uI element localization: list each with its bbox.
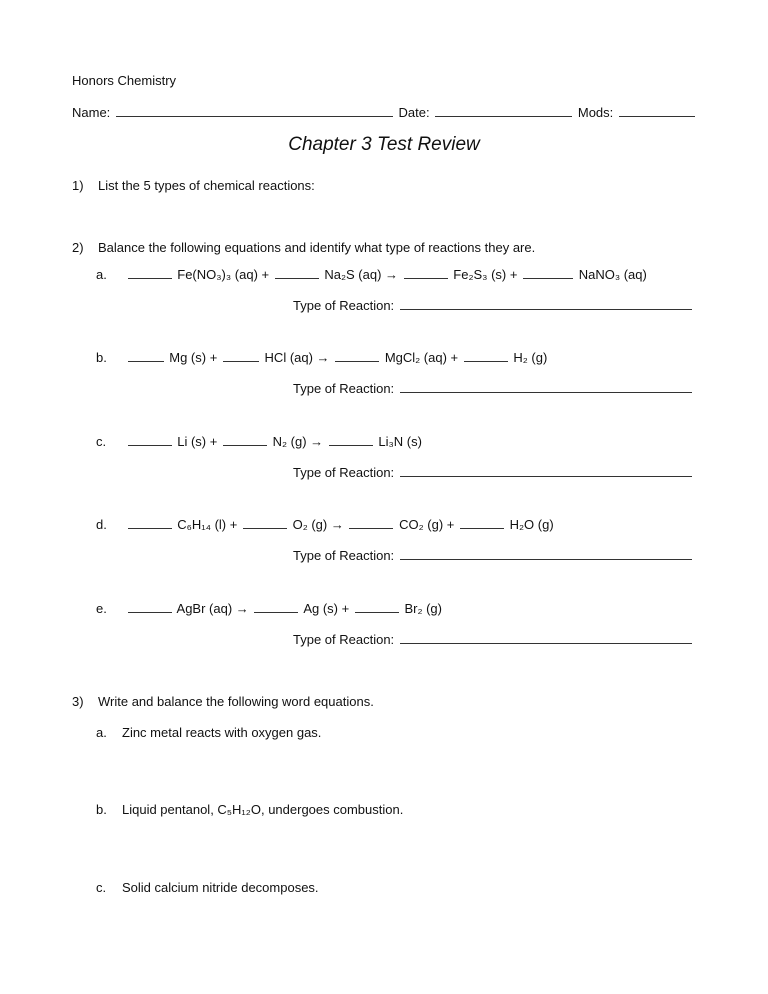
coefficient-blank[interactable] [329,433,373,446]
coefficient-blank[interactable] [464,349,508,362]
reaction-type-field[interactable] [400,464,692,477]
mods-label: Mods: [577,105,614,120]
type-of-reaction-a: Type of Reaction: [293,297,694,313]
equation-d: d. C₆H₁₄ (l) + O₂ (g) → CO₂ (g) + H₂O (g) [96,517,554,532]
coefficient-blank[interactable] [355,600,399,613]
word-equation-a: a. Zinc metal reacts with oxygen gas. [96,725,322,740]
word-equation-b: b. Liquid pentanol, C₅H₁₂O, undergoes combustion. [96,802,404,817]
coefficient-blank[interactable] [335,349,379,362]
coefficient-blank[interactable] [243,516,287,529]
equation-b: b. Mg (s) + HCl (aq) → MgCl₂ (aq) + H₂ (g) [96,350,548,365]
coefficient-blank[interactable] [128,600,172,613]
question-1: 1) List the 5 types of chemical reactions: [72,178,315,193]
reaction-type-field[interactable] [400,380,692,393]
question-2: 2) Balance the following equations and identify what type of reactions they are. [72,240,536,255]
equation-a: a. Fe(NO₃)₃ (aq) + Na₂S (aq) → Fe₂S₃ (s) + NaNO₃ (aq) [96,267,647,282]
coefficient-blank[interactable] [128,266,172,279]
name-field[interactable] [116,104,393,117]
coefficient-blank[interactable] [404,266,448,279]
coefficient-blank[interactable] [128,516,172,529]
coefficient-blank[interactable] [349,516,393,529]
mods-field[interactable] [619,104,695,117]
coefficient-blank[interactable] [460,516,504,529]
type-of-reaction-b: Type of Reaction: [293,380,694,396]
type-of-reaction-c: Type of Reaction: [293,464,694,480]
reaction-type-field[interactable] [400,547,692,560]
page-title: Chapter 3 Test Review [288,134,480,155]
coefficient-blank[interactable] [523,266,573,279]
coefficient-blank[interactable] [128,349,164,362]
equation-e: e. AgBr (aq) → Ag (s) + Br₂ (g) [96,601,442,616]
type-of-reaction-e: Type of Reaction: [293,631,694,647]
coefficient-blank[interactable] [223,349,259,362]
name-label: Name: [72,105,111,120]
coefficient-blank[interactable] [223,433,267,446]
reaction-type-field[interactable] [400,631,692,644]
coefficient-blank[interactable] [254,600,298,613]
type-of-reaction-d: Type of Reaction: [293,547,694,563]
coefficient-blank[interactable] [128,433,172,446]
date-label: Date: [398,105,430,120]
equation-c: c. Li (s) + N₂ (g) → Li₃N (s) [96,434,422,449]
course-name: Honors Chemistry [72,73,177,88]
coefficient-blank[interactable] [275,266,319,279]
reaction-type-field[interactable] [400,297,692,310]
question-3: 3) Write and balance the following word equations. [72,694,374,709]
word-equation-c: c. Solid calcium nitride decomposes. [96,880,319,895]
header-fields-row [72,104,697,120]
date-field[interactable] [435,104,572,117]
